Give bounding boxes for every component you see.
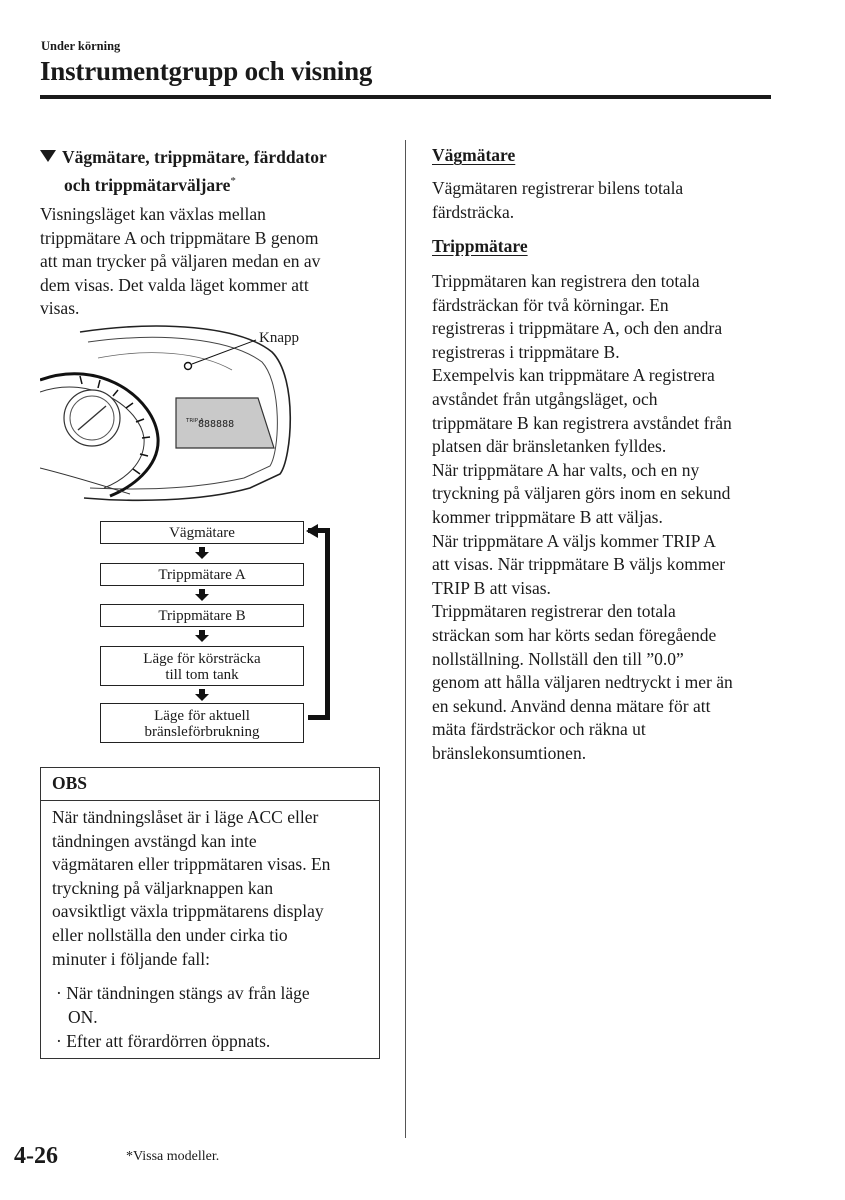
obs-title: OBS: [41, 768, 379, 801]
flow-box-vagmatare: [100, 521, 304, 544]
arrow-down-icon: [194, 630, 210, 642]
column-divider: [405, 140, 406, 1138]
obs-bullet: [56, 982, 366, 1029]
section-heading-line2: och trippmätarväljare: [64, 174, 231, 195]
page-title: Instrumentgrupp och visning: [40, 56, 373, 86]
text-line: registreras i trippmätare B.: [432, 341, 620, 362]
bullet-dot-icon: ·: [56, 983, 67, 1003]
text-line: platsen där bränsletanken fylldes.: [432, 436, 667, 457]
flow-label: bränsleförbrukning: [144, 724, 260, 740]
title-rule: [40, 95, 771, 99]
bullet-dot-icon: ·: [56, 1031, 67, 1051]
flow-label: Trippmätare B: [158, 608, 246, 624]
text-line: När trippmätare A väljs kommer TRIP A: [432, 530, 716, 551]
obs-note: [40, 767, 380, 1059]
text-line: När trippmätare A har valts, och en ny: [432, 459, 700, 480]
arrow-left-icon: [306, 524, 318, 538]
flow-box-trippmatare-a: [100, 563, 304, 586]
selector-button-icon: [185, 363, 192, 370]
loop-back-arrow: [308, 528, 330, 720]
text-line: registreras i trippmätare A, och den andra: [432, 318, 723, 339]
footnote: *Vissa modeller.: [126, 1149, 220, 1164]
text-line: Trippmätaren registrerar den totala: [432, 601, 676, 622]
flow-box-korstracka: [100, 646, 304, 686]
text-line: en sekund. Använd denna mätare för att: [432, 695, 711, 716]
flow-label: Läge för aktuell: [154, 708, 250, 724]
intro-line: att man trycker på väljaren medan en av: [40, 251, 321, 272]
page-number: 4-26: [14, 1143, 58, 1169]
obs-line: oavsiktligt växla trippmätarens display: [52, 901, 324, 922]
heading-trippmatare: Trippmätare: [432, 236, 528, 256]
text-line: mäta färdsträckor och räkna ut: [432, 719, 646, 740]
display-digits: 888888: [198, 419, 235, 430]
obs-line: tändningen avstängd kan inte: [52, 830, 257, 851]
section-heading-line1: Vägmätare, trippmätare, färddator: [62, 147, 327, 167]
section-label: Under körning: [41, 39, 121, 53]
obs-bullet-line: ON.: [68, 1006, 98, 1027]
knapp-label: Knapp: [259, 330, 299, 346]
intro-line: Visningsläget kan växlas mellan: [40, 204, 266, 224]
arrow-down-icon: [194, 589, 210, 601]
trippmatare-text: [432, 270, 777, 765]
text-line: Vägmätaren registrerar bilens totala: [432, 178, 684, 198]
text-line: färdsträckan för två körningar. En: [432, 294, 669, 315]
heading-vagmatare: Vägmätare: [432, 145, 516, 165]
obs-bullet: [56, 1030, 366, 1054]
text-line: TRIP B att visas.: [432, 577, 551, 598]
text-line: att visas. När trippmätare B väljs kommer: [432, 554, 726, 575]
display-trip-label: TRIP A: [186, 418, 204, 424]
text-line: sträckan som har körts sedan föregående: [432, 624, 717, 645]
flow-label: Trippmätare A: [158, 567, 246, 583]
text-line: nollställning. Nollställ den till ”0.0”: [432, 648, 684, 669]
section-heading: [40, 145, 327, 169]
text-line: Exempelvis kan trippmätare A registrera: [432, 365, 715, 386]
text-line: kommer trippmätare B att väljas.: [432, 506, 663, 527]
text-line: Trippmätaren kan registrera den totala: [432, 271, 700, 291]
flow-label: till tom tank: [165, 667, 239, 683]
text-line: tryckning på väljaren görs inom en sekund: [432, 483, 731, 504]
flow-label: Läge för körsträcka: [143, 651, 261, 667]
intro-paragraph: [40, 203, 370, 321]
text-line: genom att hålla väljaren nedtryckt i mer än: [432, 672, 733, 693]
obs-bullet-line: · När tändningen stängs av från läge: [56, 983, 310, 1003]
footnote-mark: *: [230, 175, 236, 187]
flow-label: Vägmätare: [169, 525, 235, 541]
arrow-down-icon: [194, 689, 210, 701]
obs-line: När tändningslåset är i läge ACC eller: [52, 807, 319, 827]
obs-line: vägmätaren eller trippmätaren visas. En: [52, 854, 331, 875]
arrow-down-icon: [194, 547, 210, 559]
obs-line: eller nollställa den under cirka tio: [52, 924, 288, 945]
obs-line: minuter i följande fall:: [52, 948, 210, 969]
text-line: bränslekonsumtionen.: [432, 742, 587, 763]
intro-line: dem visas. Det valda läget kommer att: [40, 274, 309, 295]
vagmatare-text: [432, 177, 777, 224]
intro-line: visas.: [40, 298, 80, 319]
flow-box-trippmatare-b: [100, 604, 304, 627]
obs-body: [52, 806, 372, 971]
obs-bullet-line: · Efter att förardörren öppnats.: [56, 1031, 271, 1051]
instrument-cluster-illustration: [40, 318, 370, 508]
text-line: trippmätare B kan registrera avståndet från: [432, 412, 732, 433]
text-line: avståndet från utgångsläget, och: [432, 388, 658, 409]
section-heading-line2-wrap: [64, 169, 236, 197]
text-line: färdsträcka.: [432, 201, 515, 222]
flow-box-forbrukning: [100, 703, 304, 743]
triangle-bullet-icon: [40, 150, 56, 162]
intro-line: trippmätare A och trippmätare B genom: [40, 227, 319, 248]
obs-line: tryckning på väljarknappen kan: [52, 877, 274, 898]
